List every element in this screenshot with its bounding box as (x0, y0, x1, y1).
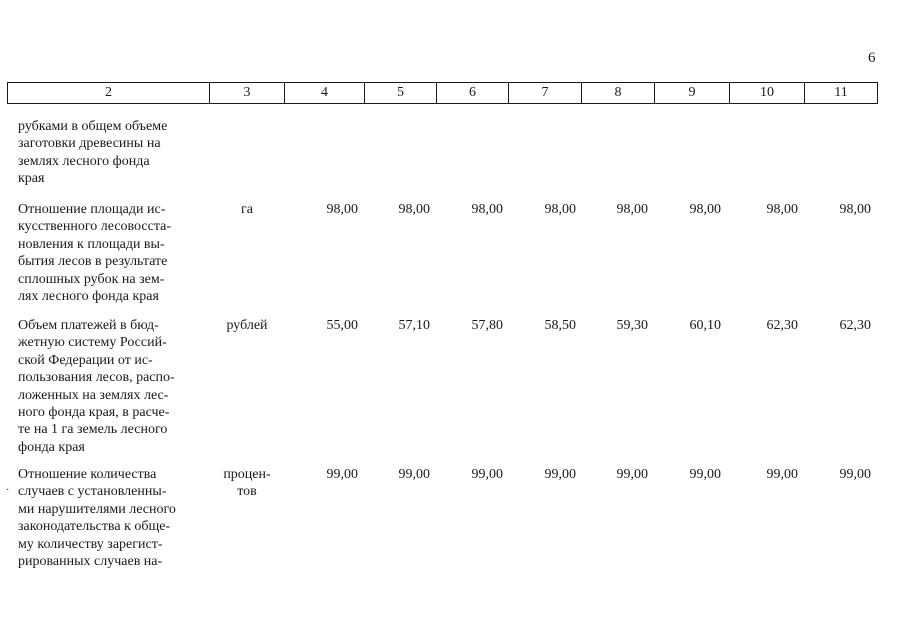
table-header-row (7, 82, 878, 104)
header-col-11: 11 (805, 83, 878, 103)
row-3-unit (212, 466, 282, 501)
row-1-desc-line: кусственного лесовосста- (18, 219, 171, 235)
row-2-desc-line: те на 1 га земель лесного (18, 422, 168, 438)
row-2-unit (212, 317, 282, 334)
row-1-value-col-8: 98,00 (616, 202, 648, 217)
row-2-value-col-5: 57,10 (398, 318, 430, 333)
row-3-desc-line: случаев с установленны- (18, 484, 167, 500)
row-3-desc-line: Отношение количества (18, 467, 157, 482)
header-col-4: 4 (285, 83, 365, 103)
row-2-desc-line: жетную систему Россий- (18, 335, 167, 351)
row-0-desc-line: рубками в общем объеме (18, 119, 168, 134)
header-col-7: 7 (509, 83, 582, 103)
row-0-desc-line: края (18, 171, 45, 187)
row-2-unit-line: рублей (226, 318, 268, 333)
row-0-desc-line: заготовки древесины на (18, 136, 161, 152)
row-3-desc-line: законодательства к обще- (18, 519, 171, 535)
row-1-desc-line: Отношение площади ис- (18, 202, 166, 217)
row-1-value-col-9: 98,00 (689, 202, 721, 217)
row-3-value-col-5: 99,00 (398, 467, 430, 482)
row-0-description (18, 118, 204, 188)
row-2-desc-line: Объем платежей в бюд- (18, 318, 159, 333)
header-col-2: 2 (8, 83, 210, 103)
row-3-value-col-4: 99,00 (326, 467, 358, 482)
header-col-6: 6 (437, 83, 509, 103)
row-3-value-col-8: 99,00 (616, 467, 648, 482)
page-number: 6 (868, 50, 876, 66)
row-2-desc-line: фонда края (18, 439, 85, 455)
row-2-value-col-6: 57,80 (471, 318, 503, 333)
row-3-value-col-10: 99,00 (766, 467, 798, 482)
row-2-value-col-11: 62,30 (839, 318, 871, 333)
row-1-desc-line: новления к площади вы- (18, 236, 165, 252)
row-1-value-col-6: 98,00 (471, 202, 503, 217)
row-1-value-col-5: 98,00 (398, 202, 430, 217)
row-3-desc-line: му количеству зарегист- (18, 536, 163, 552)
row-2-desc-line: ного фонда края, в расче- (18, 405, 170, 421)
header-col-5: 5 (365, 83, 437, 103)
header-col-8: 8 (582, 83, 655, 103)
row-2-desc-line: ложенных на землях лес- (18, 387, 169, 403)
row-3-value-col-11: 99,00 (839, 467, 871, 482)
row-1-unit-line: га (241, 202, 253, 217)
row-3-desc-line: рированных случаев на- (18, 554, 163, 570)
row-3-value-col-6: 99,00 (471, 467, 503, 482)
row-0-desc-line: землях лесного фонда (18, 153, 150, 169)
row-1-value-col-10: 98,00 (766, 202, 798, 217)
row-1-desc-line: сплошных рубок на зем- (18, 271, 165, 287)
row-2-value-col-4: 55,00 (326, 318, 358, 333)
row-2-desc-line: пользования лесов, распо- (18, 370, 175, 386)
row-1-value-col-11: 98,00 (839, 202, 871, 217)
row-1-desc-line: бытия лесов в результате (18, 254, 168, 270)
header-col-3: 3 (210, 83, 285, 103)
row-3-description (18, 466, 204, 570)
row-2-description (18, 317, 204, 456)
row-3-value-col-9: 99,00 (689, 467, 721, 482)
row-3-unit-line: тов (237, 484, 257, 500)
row-3-value-col-7: 99,00 (544, 467, 576, 482)
row-2-value-col-9: 60,10 (689, 318, 721, 333)
margin-mark: · (6, 485, 10, 496)
row-1-description (18, 201, 204, 305)
row-2-value-col-10: 62,30 (766, 318, 798, 333)
row-1-desc-line: лях лесного фонда края (18, 289, 159, 305)
header-col-10: 10 (730, 83, 805, 103)
row-1-value-col-7: 98,00 (544, 202, 576, 217)
row-2-value-col-8: 59,30 (616, 318, 648, 333)
row-3-desc-line: ми нарушителями лесного (18, 501, 176, 517)
header-col-9: 9 (655, 83, 730, 103)
row-2-value-col-7: 58,50 (544, 318, 576, 333)
row-1-value-col-4: 98,00 (326, 202, 358, 217)
row-2-desc-line: ской Федерации от ис- (18, 352, 153, 368)
row-1-unit (212, 201, 282, 218)
row-3-unit-line: процен- (223, 467, 271, 482)
